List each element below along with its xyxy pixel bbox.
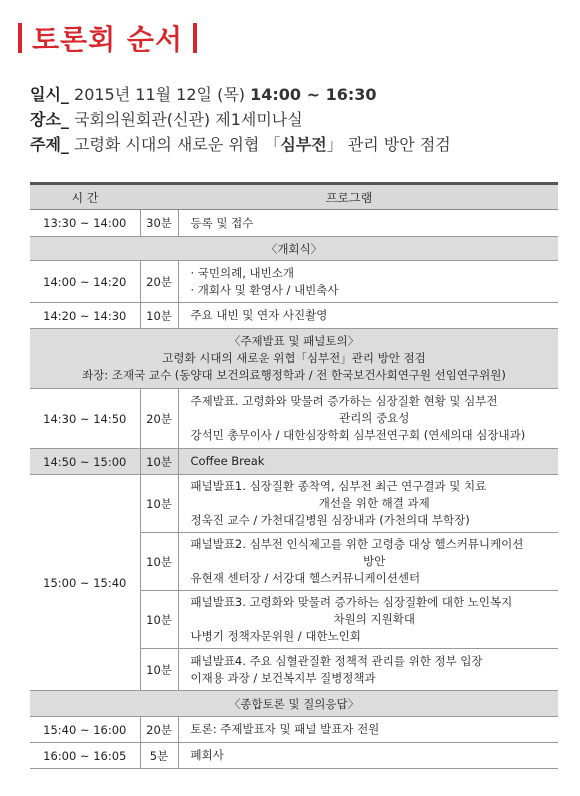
header-program: 프로그램: [140, 184, 558, 210]
row-time: 13:30 ~ 14:00: [30, 210, 140, 237]
date-time: 14:00 ~ 16:30: [250, 85, 377, 104]
title-bar-right: [193, 23, 197, 53]
program-line: 개선을 위한 해결 과제: [318, 496, 430, 510]
table-row: [30, 475, 558, 533]
row-duration: 30분: [140, 210, 178, 237]
program-line: 패널발표2. 심부전 인식제고를 위한 고령층 대상 헬스커뮤니케이션: [190, 537, 524, 551]
table-row: [30, 743, 558, 769]
program-speaker: 나병기 정책자문위원 / 대한노인회: [190, 629, 361, 643]
program-line: 주제발표. 고령화와 맞물려 증가하는 심장질환 현황 및 심부전: [190, 394, 498, 408]
title-bar-left: [18, 23, 22, 53]
section-row: [30, 329, 558, 389]
section-subtitle: 고령화 시대의 새로운 위협「심부전」관리 방안 점검: [162, 351, 426, 365]
row-time: 15:40 ~ 16:00: [30, 717, 140, 743]
row-program: 등록 및 접수: [178, 210, 558, 237]
row-time: 15:00 ~ 15:40: [30, 475, 140, 691]
row-duration: 10분: [140, 533, 178, 591]
topic-line: [30, 134, 451, 156]
section-title: 〈주제발표 및 패널토의〉: [228, 334, 360, 348]
row-duration: 10분: [140, 449, 178, 475]
date-line: [30, 84, 451, 106]
program-line: 관리의 중요성: [339, 411, 410, 425]
row-time: 14:00 ~ 14:20: [30, 261, 140, 303]
program-table: [30, 182, 558, 769]
row-duration: 20분: [140, 389, 178, 449]
row-program: [178, 533, 558, 591]
row-time: 14:30 ~ 14:50: [30, 389, 140, 449]
topic-key: 주제_: [30, 135, 69, 154]
section-discussion: 〈종합토론 및 질의응답〉: [30, 691, 558, 717]
date-value: 2015년 11월 12일 (목): [74, 85, 246, 104]
row-program: [178, 389, 558, 449]
page-title: [18, 18, 197, 58]
table-row: [30, 210, 558, 237]
table-row: [30, 261, 558, 303]
program-line: 방안: [363, 554, 386, 568]
program-line: 패널발표3. 고령화와 맞물려 증가하는 심장질환에 대한 노인복지: [190, 595, 513, 609]
program-speaker: 이재용 과장 / 보건복지부 질병정책과: [190, 670, 376, 685]
section-chair: 좌장: 조재국 교수 (동양대 보건의료행정학과 / 전 한국보건사회연구원 선임연구위원): [82, 368, 506, 382]
section-row: [30, 691, 558, 717]
program-line: · 개회사 및 환영사 / 내빈축사: [190, 282, 339, 297]
place-line: [30, 109, 451, 131]
row-duration: 10분: [140, 591, 178, 649]
section-row: [30, 237, 558, 261]
program-speaker: 정욱진 교수 / 가천대길병원 심장내과 (가천의대 부학장): [190, 513, 470, 527]
event-info: [30, 84, 451, 159]
program-speaker: 유현재 센터장 / 서강대 헬스커뮤니케이션센터: [190, 571, 421, 585]
row-duration: 10분: [140, 303, 178, 329]
row-duration: 10분: [140, 649, 178, 691]
row-program: 토론: 주제발표자 및 패널 발표자 전원: [178, 717, 558, 743]
row-program: [178, 649, 558, 691]
table-row: [30, 303, 558, 329]
row-program: [178, 591, 558, 649]
row-time: 14:50 ~ 15:00: [30, 449, 140, 475]
program-speaker: 강석민 총무이사 / 대한심장학회 심부전연구회 (연세의대 심장내과): [190, 428, 526, 442]
row-duration: 5분: [140, 743, 178, 769]
section-opening: 〈개회식〉: [30, 237, 558, 261]
row-program: 폐회사: [178, 743, 558, 769]
row-program: Coffee Break: [178, 449, 558, 475]
topic-value-post: 」 관리 방안 점검: [326, 135, 451, 154]
table-row: [30, 449, 558, 475]
row-duration: 20분: [140, 717, 178, 743]
program-line: 패널발표4. 주요 심혈관질환 정책적 관리를 위한 정부 입장: [190, 653, 483, 668]
topic-value-pre: 고령화 시대의 새로운 위협 「: [74, 135, 281, 154]
program-line: · 국민의례, 내빈소개: [190, 265, 294, 280]
row-duration: 10분: [140, 475, 178, 533]
topic-value-bold: 심부전: [280, 135, 327, 154]
program-line: 패널발표1. 심장질환 종착역, 심부전 최근 연구결과 및 치료: [190, 479, 487, 493]
program-line: 차원의 지원확대: [333, 612, 415, 626]
row-program: [178, 261, 558, 303]
table-row: [30, 389, 558, 449]
table-header: [30, 184, 558, 210]
place-value: 국회의원회관(신관) 제1세미나실: [74, 110, 303, 129]
row-time: 14:20 ~ 14:30: [30, 303, 140, 329]
date-key: 일시_: [30, 85, 69, 104]
row-program: 주요 내빈 및 연자 사진촬영: [178, 303, 558, 329]
header-time: 시 간: [30, 184, 140, 210]
row-time: 16:00 ~ 16:05: [30, 743, 140, 769]
row-duration: 20분: [140, 261, 178, 303]
row-program: [178, 475, 558, 533]
page-title-text: 토론회 순서: [32, 23, 183, 56]
table-row: [30, 717, 558, 743]
section-presentation: [30, 329, 558, 389]
place-key: 장소_: [30, 110, 69, 129]
